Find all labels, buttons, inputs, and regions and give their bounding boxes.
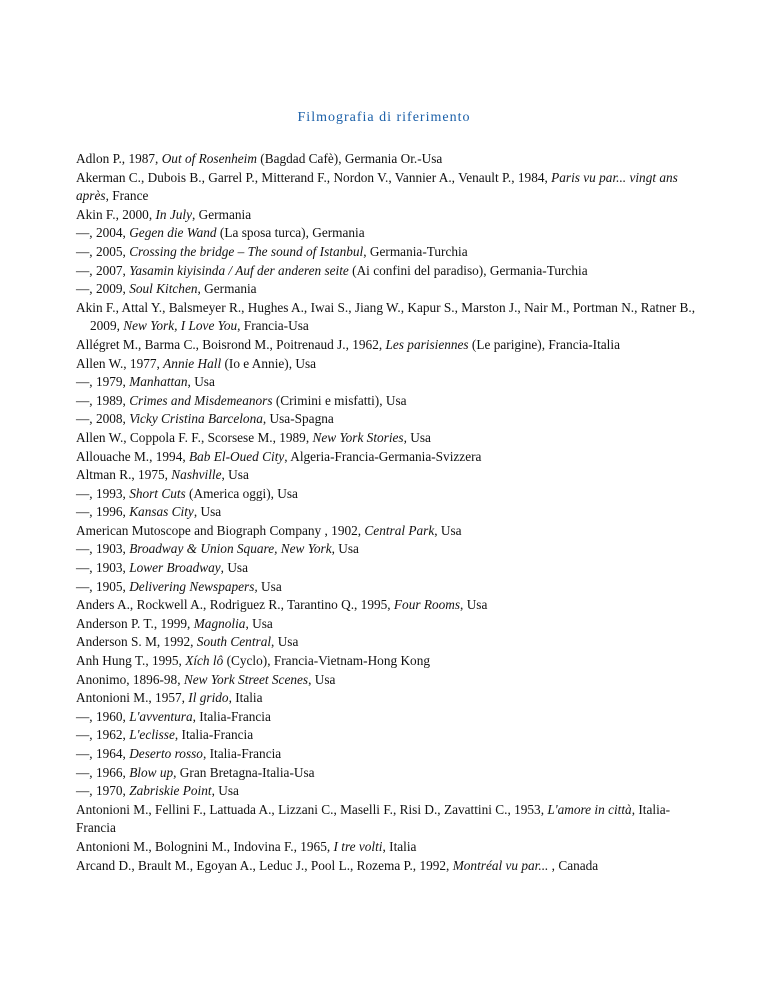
entry-details: , Usa bbox=[221, 467, 249, 483]
filmography-entry bbox=[76, 243, 696, 262]
entry-film-title: Short Cuts bbox=[129, 485, 186, 501]
entry-film-title: Crossing the bridge – The sound of Istanbul bbox=[129, 243, 364, 259]
entry-film-title: Bab El-Oued City bbox=[189, 448, 285, 464]
entry-film-title: Montréal vu par... bbox=[452, 857, 549, 873]
filmography-entry bbox=[76, 448, 696, 467]
entry-details: (America oggi), Usa bbox=[185, 485, 298, 501]
section-title: Filmografia di riferimento bbox=[297, 110, 471, 125]
entry-credit: Antonioni M., Bolognini M., Indovina F., 1965, bbox=[76, 838, 334, 854]
entry-details: , Usa bbox=[211, 783, 239, 799]
filmography-entry bbox=[76, 150, 696, 169]
entry-film-title: Annie Hall bbox=[163, 355, 222, 371]
entry-details: , Gran Bretagna-Italia-Usa bbox=[173, 764, 315, 780]
entry-film-title: Broadway & Union Square, New York bbox=[129, 541, 332, 557]
filmography-entry bbox=[76, 373, 696, 392]
entry-film-title: South Central bbox=[196, 634, 272, 650]
entry-credit: Anh Hung T., 1995, bbox=[76, 653, 186, 669]
entry-credit: Akerman C., Dubois B., Garrel P., Mitterand F., Nordon V., Vannier A., Venault P., 1984, bbox=[76, 169, 552, 185]
entry-film-title: New York Stories bbox=[312, 429, 404, 445]
entry-credit: —, 1993, bbox=[76, 485, 130, 501]
filmography-entry bbox=[76, 857, 696, 876]
filmography-entry bbox=[76, 392, 696, 411]
entry-details: , Italia-Francia bbox=[202, 746, 282, 761]
entry-credit: —, 2008, bbox=[76, 411, 130, 427]
entry-credit: —, 1903, bbox=[76, 560, 130, 576]
entry-details: (Crimini e misfatti), Usa bbox=[272, 392, 407, 408]
filmography-entry bbox=[76, 262, 696, 281]
filmography-entry bbox=[76, 485, 696, 504]
filmography-entry bbox=[76, 615, 696, 634]
entry-details: , Usa bbox=[308, 671, 336, 687]
entry-details: (Le parigine), Francia-Italia bbox=[468, 336, 620, 352]
entry-details: , Usa bbox=[245, 615, 273, 631]
entry-details: , Usa bbox=[403, 429, 431, 445]
entry-details: , Italia-Francia bbox=[76, 801, 671, 836]
entry-film-title: New York Street Scenes bbox=[183, 671, 309, 687]
filmography-entry bbox=[76, 559, 696, 578]
entry-details: , Usa-Spagna bbox=[262, 411, 334, 427]
filmography-entry bbox=[76, 503, 696, 522]
entry-film-title: Il grido bbox=[188, 690, 229, 706]
entry-credit: —, 1989, bbox=[76, 392, 130, 408]
entry-details: , Italia bbox=[382, 838, 417, 854]
entry-details: , Usa bbox=[460, 597, 488, 613]
filmography-entry bbox=[76, 838, 696, 857]
entry-credit: Allen W., 1977, bbox=[76, 355, 164, 371]
entry-credit: —, 2004, bbox=[76, 225, 130, 241]
entry-credit: —, 2009, bbox=[76, 281, 130, 297]
entry-details: , Usa bbox=[434, 522, 462, 538]
entry-details: , Usa bbox=[331, 541, 359, 557]
entry-credit: Altman R., 1975, bbox=[76, 467, 172, 483]
filmography-entry bbox=[76, 782, 696, 801]
entry-credit: —, 1979, bbox=[76, 374, 130, 390]
entry-film-title: Four Rooms bbox=[393, 597, 461, 613]
entry-film-title: Out of Rosenheim bbox=[161, 151, 257, 166]
entry-credit: —, 1996, bbox=[76, 504, 130, 520]
entry-film-title: L'amore in città bbox=[547, 801, 632, 817]
entry-details: (Io e Annie), Usa bbox=[221, 355, 317, 371]
entry-credit: —, 1960, bbox=[76, 708, 130, 724]
entry-details: , Usa bbox=[220, 560, 248, 576]
filmography-entry bbox=[76, 466, 696, 485]
entry-details: Usa bbox=[257, 578, 282, 594]
entry-details: , Italia-Francia bbox=[174, 727, 254, 743]
filmography-entry bbox=[76, 540, 696, 559]
filmography-entry bbox=[76, 745, 696, 764]
filmography-entry bbox=[76, 429, 696, 448]
entry-credit: Allen W., Coppola F. F., Scorsese M., 1989, bbox=[76, 429, 313, 445]
entry-details: (Cyclo), Francia-Vietnam-Hong Kong bbox=[223, 653, 430, 669]
entry-details: , Italia-Francia bbox=[192, 708, 271, 724]
entry-film-title: I tre volti bbox=[333, 838, 383, 854]
entry-credit: Anderson S. M, 1992, bbox=[76, 634, 197, 650]
entry-credit: Allégret M., Barma C., Boisrond M., Poitrenaud J., 1962, bbox=[76, 336, 386, 352]
entry-credit: Anderson P. T., 1999, bbox=[76, 615, 194, 631]
entry-film-title: Vicky Cristina Barcelona bbox=[129, 411, 263, 427]
filmography-entry bbox=[76, 206, 696, 225]
filmography-entry bbox=[76, 689, 696, 708]
entry-credit: Arcand D., Brault M., Egoyan A., Leduc J., Pool L., Rozema P., 1992, bbox=[76, 857, 453, 873]
entry-film-title: L'eclisse bbox=[129, 727, 175, 743]
filmography-entry bbox=[76, 764, 696, 783]
entry-credit: —, 1962, bbox=[76, 727, 130, 743]
entry-credit: Allouache M., 1994, bbox=[76, 448, 190, 464]
entry-details: , France bbox=[105, 188, 149, 204]
entry-details: , Usa bbox=[187, 374, 215, 390]
entry-credit: Anonimo, 1896-98, bbox=[76, 671, 184, 687]
filmography-entry bbox=[76, 336, 696, 355]
entry-film-title: Zabriskie Point bbox=[129, 783, 212, 799]
entry-film-title: Deserto rosso bbox=[129, 746, 203, 761]
entry-credit: Antonioni M., Fellini F., Lattuada A., Lizzani C., Maselli F., Risi D., Zavattini C., 1953, bbox=[76, 801, 548, 817]
filmography-entry bbox=[76, 280, 696, 299]
filmography-entry bbox=[76, 299, 696, 336]
entry-film-title: Xích lô bbox=[185, 653, 224, 669]
filmography-entry bbox=[76, 169, 696, 206]
entry-credit: Antonioni M., 1957, bbox=[76, 690, 189, 706]
filmography-entry bbox=[76, 633, 696, 652]
entry-credit: —, 1903, bbox=[76, 541, 130, 557]
filmography-entry bbox=[76, 726, 696, 745]
entry-film-title: Soul Kitchen bbox=[129, 281, 198, 297]
entry-details: , Canada bbox=[548, 857, 599, 873]
entry-credit: Akin F., Attal Y., Balsmeyer R., Hughes A., Iwai S., Jiang W., Kapur S., Marston J., Nair M., Portman N., Ratner B., 2009, bbox=[76, 299, 696, 334]
entry-details: (Ai confini del paradiso), Germania-Turchia bbox=[348, 262, 588, 278]
entry-film-title: Magnolia bbox=[193, 615, 246, 631]
entry-details: , Germania bbox=[192, 206, 252, 222]
filmography-entry bbox=[76, 578, 696, 597]
entry-film-title: Kansas City bbox=[129, 504, 194, 520]
entry-credit: —, 1970, bbox=[76, 783, 130, 799]
entry-credit: Anders A., Rockwell A., Rodriguez R., Tarantino Q., 1995, bbox=[76, 597, 394, 613]
filmography-entry bbox=[76, 801, 696, 838]
entry-film-title: In July bbox=[155, 206, 193, 222]
filmography-entry bbox=[76, 671, 696, 690]
entry-credit: American Mutoscope and Biograph Company , 1902, bbox=[76, 522, 365, 538]
entry-credit: —, 2007, bbox=[76, 262, 130, 278]
entry-film-title: Manhattan bbox=[129, 374, 188, 390]
entry-credit: —, 1964, bbox=[76, 746, 130, 761]
entry-film-title: Delivering Newspapers, bbox=[129, 578, 258, 594]
filmography-entry bbox=[76, 522, 696, 541]
entry-film-title: Blow up bbox=[129, 764, 174, 780]
entry-details: , Francia-Usa bbox=[237, 318, 309, 334]
entry-credit: Adlon P., 1987, bbox=[76, 151, 162, 166]
entry-credit: —, 2005, bbox=[76, 243, 130, 259]
entry-film-title: Les parisiennes bbox=[385, 336, 469, 352]
entry-details: , Usa bbox=[271, 634, 299, 650]
entry-film-title: New York, I Love You bbox=[123, 318, 238, 334]
entry-film-title: Lower Broadway bbox=[129, 560, 221, 576]
filmography-entry bbox=[76, 355, 696, 374]
filmography-entry bbox=[76, 596, 696, 615]
entry-film-title: Gegen die Wand bbox=[129, 225, 217, 241]
entry-film-title: Crimes and Misdemeanors bbox=[129, 392, 273, 408]
entry-details: , Germania bbox=[197, 281, 257, 297]
filmography-entry bbox=[76, 652, 696, 671]
entry-credit: —, 1966, bbox=[76, 764, 130, 780]
filmography-entry bbox=[76, 410, 696, 429]
filmography-entry bbox=[76, 708, 696, 727]
entry-details: (Bagdad Cafè), Germania Or.-Usa bbox=[256, 151, 443, 166]
entry-film-title: Paris vu par... vingt ans après bbox=[76, 169, 678, 204]
filmography-entry bbox=[76, 224, 696, 243]
filmography-list bbox=[76, 150, 696, 875]
entry-film-title: L'avventura bbox=[129, 708, 193, 724]
entry-credit: —, 1905, bbox=[76, 578, 130, 594]
entry-details: , Usa bbox=[193, 504, 222, 520]
entry-details: , Algeria-Francia-Germania-Svizzera bbox=[284, 448, 482, 464]
entry-film-title: Nashville bbox=[171, 467, 222, 483]
entry-details: (La sposa turca), Germania bbox=[216, 225, 365, 241]
entry-film-title: Yasamin kiyisinda / Auf der anderen seite bbox=[129, 262, 349, 278]
entry-details: , Italia bbox=[228, 690, 263, 706]
entry-credit: Akin F., 2000, bbox=[76, 206, 156, 222]
entry-film-title: Central Park bbox=[364, 522, 435, 538]
entry-details: , Germania-Turchia bbox=[363, 243, 468, 259]
